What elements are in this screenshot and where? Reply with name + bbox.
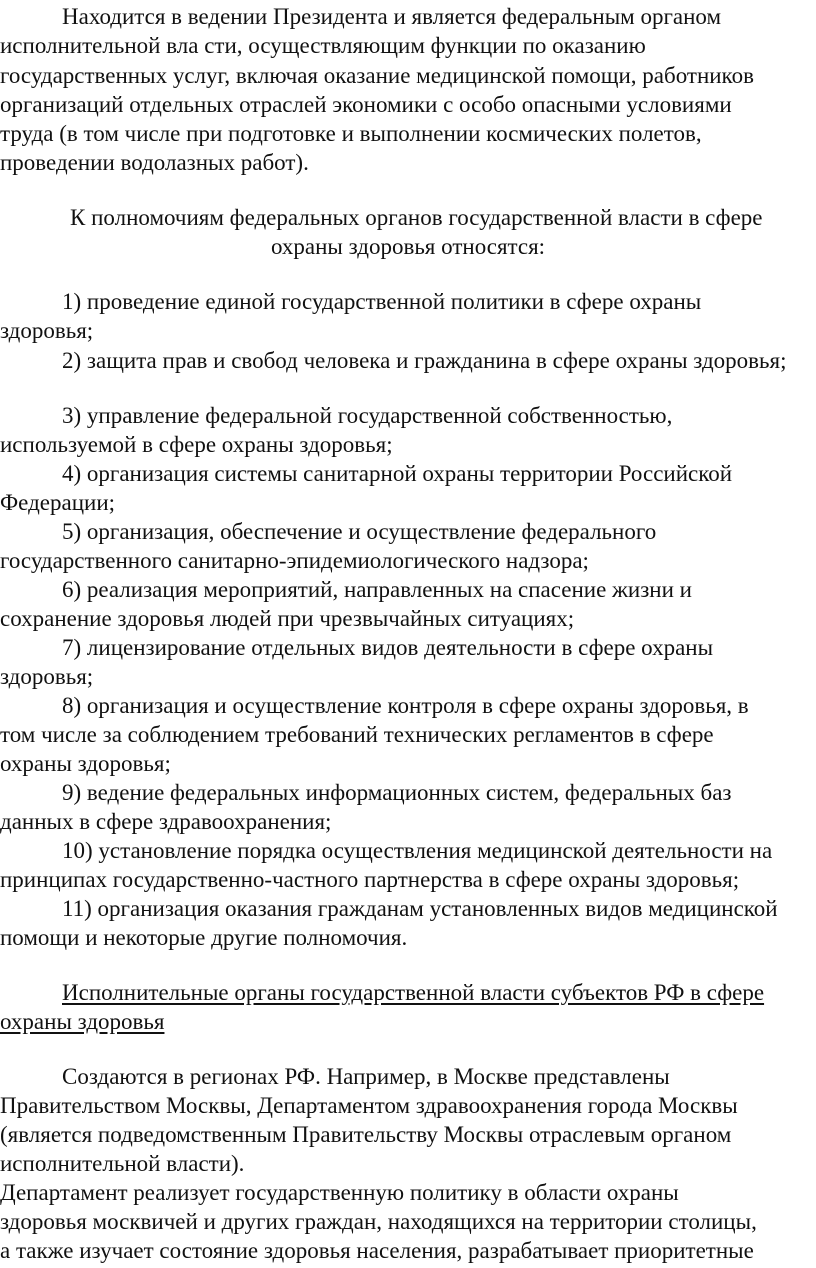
body-line: Правительством Москвы, Департаментом здравоохранения города Москвы (0, 1093, 738, 1118)
list-item: 5) организация, обеспечение и осуществление федерального (62, 519, 657, 544)
list-item: данных в сфере здравоохранения; (0, 809, 332, 834)
section-heading-underlined: охраны здоровья (0, 1009, 165, 1034)
intro-line: Находится в ведении Президента и является федеральным органом (62, 4, 722, 29)
section-heading: охраны здоровья относятся: (270, 234, 546, 259)
body-line: Департамент реализует государственную политику в области охраны (0, 1180, 679, 1205)
list-item: Федерации; (0, 490, 116, 515)
list-item: государственного санитарно-эпидемиологического надзора; (0, 548, 589, 573)
list-item: 4) организация системы санитарной охраны территории Российской (62, 461, 733, 486)
body-line: исполнительной власти). (0, 1151, 245, 1176)
intro-line: организаций отдельных отраслей экономики с особо опасными условиями (0, 92, 732, 117)
list-item: том числе за соблюдением требований технических регламентов в сфере (0, 722, 714, 747)
intro-line: труда (в том числе при подготовке и выполнении космических полетов, (0, 121, 702, 146)
list-item: 3) управление федеральной государственной собственностью, (62, 403, 673, 428)
list-item: принципах государственно-частного партнерства в сфере охраны здоровья; (0, 867, 740, 892)
body-line: а также изучает состояние здоровья населения, разрабатывает приоритетные (0, 1238, 754, 1263)
list-item: здоровья; (0, 664, 94, 689)
list-item: используемой в сфере охраны здоровья; (0, 432, 393, 457)
intro-line: государственных услуг, включая оказание медицинской помощи, работников (0, 63, 754, 88)
list-item: сохранение здоровья людей при чрезвычайных ситуациях; (0, 606, 575, 631)
list-item: 9) ведение федеральных информационных систем, федеральных баз (62, 780, 732, 805)
body-line: (является подведомственным Правительству Москвы отраслевым органом (0, 1122, 732, 1147)
section-heading: К полномочиям федеральных органов государственной власти в сфере (70, 205, 763, 230)
list-item: 7) лицензирование отдельных видов деятельности в сфере охраны (62, 635, 714, 660)
list-item: 1) проведение единой государственной политики в сфере охраны (62, 289, 702, 314)
list-item: охраны здоровья; (0, 751, 171, 776)
list-item: 6) реализация мероприятий, направленных на спасение жизни и (62, 577, 692, 602)
section-heading-underlined: Исполнительные органы государственной власти субъектов РФ в сфере (62, 980, 765, 1005)
list-item: 2) защита прав и свобод человека и гражданина в сфере охраны здоровья; (62, 348, 787, 373)
body-line: Создаются в регионах РФ. Например, в Москве представлены (62, 1064, 670, 1089)
list-item: 11) организация оказания гражданам установленных видов медицинской (62, 896, 778, 921)
list-item: 8) организация и осуществление контроля в сфере охраны здоровья, в (62, 693, 749, 718)
body-line: здоровья москвичей и других граждан, находящихся на территории столицы, (0, 1209, 757, 1234)
list-item: помощи и некоторые другие полномочия. (0, 925, 408, 950)
list-item: 10) установление порядка осуществления медицинской деятельности на (62, 838, 773, 863)
intro-line: проведении водолазных работ). (0, 150, 309, 175)
intro-line: исполнительной вла сти, осуществляющим функции по оказанию (0, 33, 646, 58)
list-item: здоровья; (0, 318, 94, 343)
